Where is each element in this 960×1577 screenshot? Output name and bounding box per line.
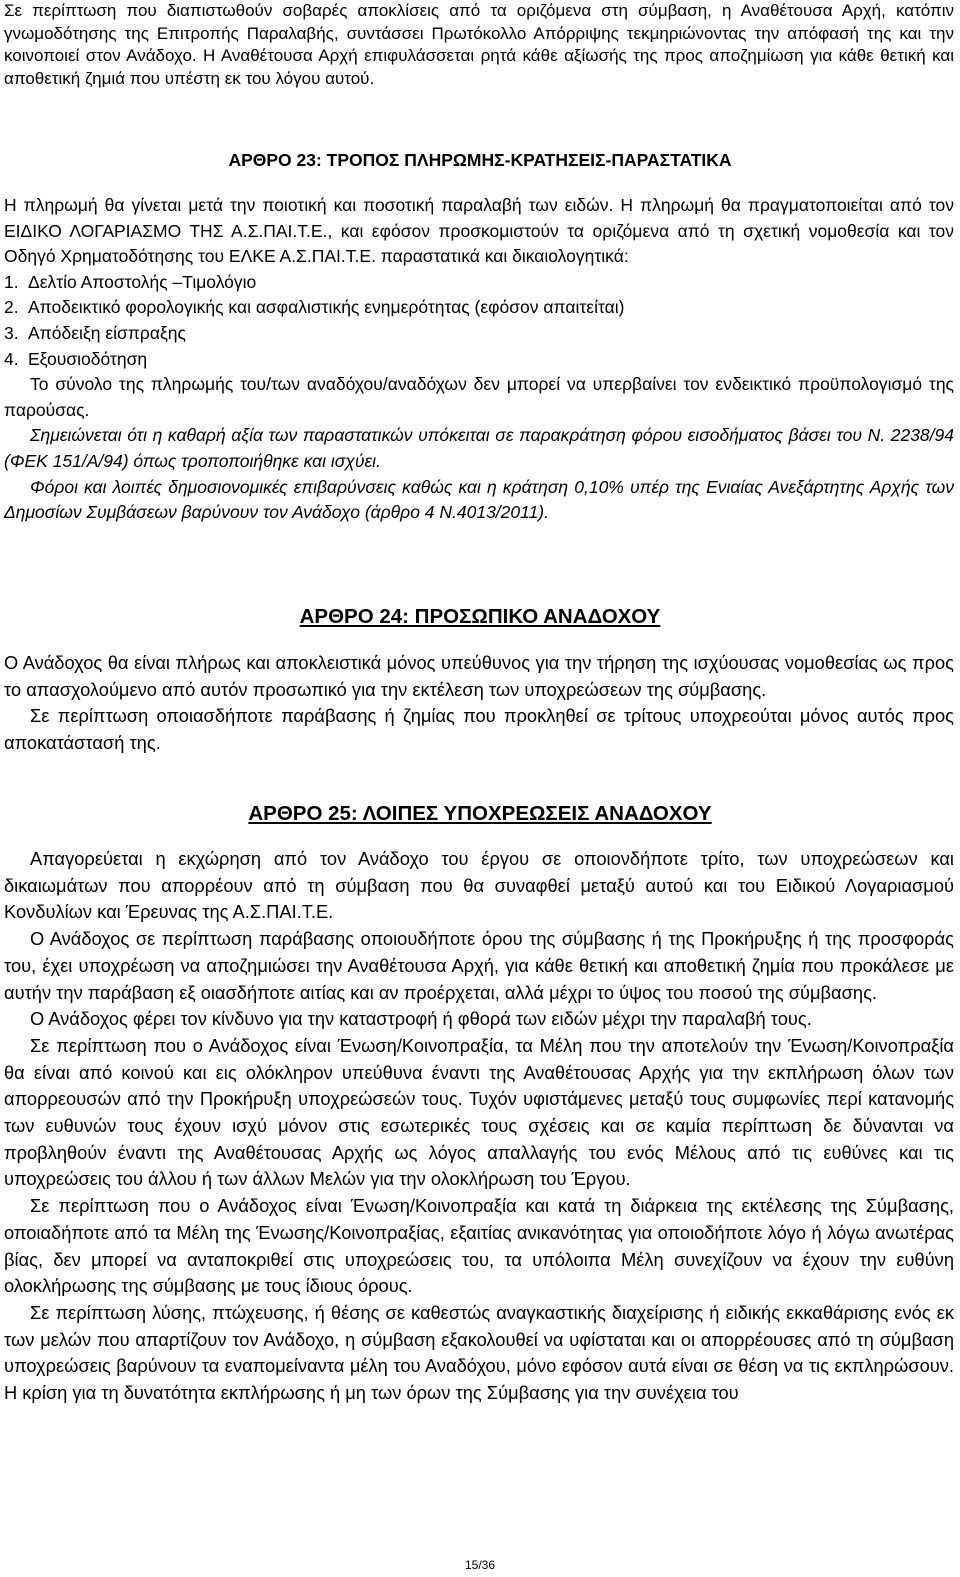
article-25-body	[4, 846, 954, 1407]
list-item: 3. Απόδειξη είσπραξης	[4, 322, 186, 343]
article-25-paragraph-4: Σε περίπτωση που ο Ανάδοχος είναι Ένωση/Κοινοπραξία, τα Μέλη που την αποτελούν την Ένωση/Κοινοπραξία θα είναι από κοινού και εις ολόκληρον υπεύθυνα έναντι της Αναθέτουσας Αρχής για την εκπλήρωση όλων των απορρεουσών από την Προκήρυξη υποχρεώσεών τους. Τυχόν υφιστάμενες μεταξύ τους συμφωνίες περί κατανομής των ευθυνών τους έχουν ισχύ μόνον στις εσωτερικές τους σχέσεις και σε καμία περίπτωση δε δύνανται να προβληθούν έναντι της Αναθέτουσας Αρχής ως λόγος απαλλαγής του ενός Μέλους από τις ευθύνες και τις υποχρεώσεις του άλλου ή των άλλων Μελών για την ολοκλήρωση του Έργου.	[4, 1034, 954, 1190]
article-25-paragraph-3: Ο Ανάδοχος φέρει τον κίνδυνο για την καταστροφή ή φθορά των ειδών μέχρι την παραλαβή τους.	[30, 1008, 812, 1030]
article-24-paragraph-2: Σε περίπτωση οποιασδήποτε παράβασης ή ζημίας που προκληθεί σε τρίτους υποχρεούται μόνος αυτός προς αποκατάστασή της.	[4, 705, 954, 754]
list-item: 1. Δελτίο Αποστολής –Τιμολόγιο	[4, 271, 257, 292]
article-23-body	[4, 193, 954, 526]
article-24-paragraph-1: Ο Ανάδοχος θα είναι πλήρως και αποκλειστικά μόνος υπεύθυνος για την τήρηση της ισχύουσας νομοθεσίας ως προς το απασχολούμενο από αυτόν προσωπικό για την εκτέλεση των υποχρεώσεων της σύμβασης.	[4, 652, 954, 700]
article-23-paragraph-3: Σημειώνεται ότι η καθαρή αξία των παραστατικών υπόκειται σε παρακράτηση φόρου εισοδήματος βάσει του Ν. 2238/94 (ΦΕΚ 151/Α/94) όπως τροποποιήθηκε και ισχύει.	[4, 425, 954, 471]
article-25-paragraph-2: Ο Ανάδοχος σε περίπτωση παράβασης οποιουδήποτε όρου της σύμβασης ή της Προκήρυξης ή της προσφοράς του, έχει υποχρέωση να αποζημιώσει την Αναθέτουσα Αρχή, για κάθε θετική και αποθετική ζημία που προκάλεσε με αυτήν την παράβαση εξ οιασδήποτε αιτίας και αν προέρχεται, αλλά μέχρι το ύψος του ποσού της σύμβασης.	[4, 928, 954, 1003]
intro-text: Σε περίπτωση που διαπιστωθούν σοβαρές αποκλίσεις από τα οριζόμενα στη σύμβαση, η Αναθέτουσα Αρχή, κατόπιν γνωμοδότησης της Επιτροπής Παραλαβής, συντάσσει Πρωτόκολλο Απόρριψης τεκμηριώνοντας την απόφασή της και την κοινοποιεί στον Ανάδοχο. Η Αναθέτουσα Αρχή επιφυλάσσεται ρητά κάθε αξίωσής της προς αποζημίωση για κάθε θετική και αποθετική ζημιά που υπέστη εκ του λόγου αυτού.	[4, 1, 954, 89]
article-23-paragraph-2: Το σύνολο της πληρωμής του/των αναδόχου/αναδόχων δεν μπορεί να υπερβαίνει τον ενδεικτικό προϋπολογισμό της παρούσας.	[4, 374, 954, 420]
article-23-paragraph-1: Η πληρωμή θα γίνεται μετά την ποιοτική και ποσοτική παραλαβή των ειδών. Η πληρωμή θα πραγματοποιείται από τον ΕΙΔΙΚΟ ΛΟΓΑΡΙΑΣΜΟ ΤΗΣ Α.Σ.ΠΑΙ.Τ.Ε., και εφόσον προσκομιστούν τα οριζόμενα από τη σχετική νομοθεσία και τον Οδηγό Χρηματοδότησης του ΕΛΚΕ Α.Σ.ΠΑΙ.Τ.Ε. παραστατικά και δικαιολογητικά:	[4, 195, 954, 267]
list-item: 2. Αποδεικτικό φορολογικής και ασφαλιστικής ενημερότητας (εφόσον απαιτείται)	[4, 297, 625, 318]
article-25-paragraph-5: Σε περίπτωση που ο Ανάδοχος είναι Ένωση/Κοινοπραξία και κατά τη διάρκεια της εκτέλεσης της Σύμβασης, οποιαδήποτε από τα Μέλη της Ένωσης/Κοινοπραξίας, εξαιτίας ανικανότητας για οποιοδήποτε λόγο ή λόγω ανωτέρας βίας, δεν μπορεί να ανταποκριθεί στις υποχρεώσεις του, τα υπόλοιπα Μέλη συνεχίζουν να έχουν την ευθύνη ολοκλήρωσης της σύμβασης με τους ίδιους όρους.	[4, 1195, 954, 1297]
article-24-body	[4, 650, 954, 757]
article-24-title: ΑΡΘΡΟ 24: ΠΡΟΣΩΠΙΚΟ ΑΝΑΔΟΧΟΥ	[299, 605, 661, 628]
article-25-paragraph-1: Απαγορεύεται η εκχώρηση από τον Ανάδοχο του έργου σε οποιονδήποτε τρίτο, των υποχρεώσεων και δικαιωμάτων που απορρέουν από τη σύμβαση που θα συναφθεί μεταξύ αυτού και του Ειδικού Λογαριασμού Κονδυλίων και Έρευνας της Α.Σ.ΠΑΙ.Τ.Ε.	[4, 848, 954, 923]
intro-paragraph	[4, 0, 954, 91]
page-number: 15/36	[464, 1558, 496, 1572]
article-23-title: ΑΡΘΡΟ 23: ΤΡΟΠΟΣ ΠΛΗΡΩΜΗΣ-ΚΡΑΤΗΣΕΙΣ-ΠΑΡΑΣΤΑΤΙΚΑ	[228, 150, 732, 170]
list-item: 4. Εξουσιοδότηση	[4, 348, 148, 369]
article-25-title: ΑΡΘΡΟ 25: ΛΟΙΠΕΣ ΥΠΟΧΡΕΩΣΕΙΣ ΑΝΑΔΟΧΟΥ	[248, 802, 712, 825]
article-25-paragraph-6: Σε περίπτωση λύσης, πτώχευσης, ή θέσης σε καθεστώς αναγκαστικής διαχείρισης ή ειδικής εκκαθάρισης ενός εκ των μελών που απαρτίζουν τον Ανάδοχο, η σύμβαση εξακολουθεί να υφίσταται και οι απορρέουσες από τη σύμβαση υποχρεώσεις βαρύνουν τα εναπομείναντα μέλη του Αναδόχου, μόνο εφόσον αυτά είναι σε θέση να τις εκπληρώσουν. Η κρίση για τη δυνατότητα εκπλήρωσης ή μη των όρων της Σύμβασης για την συνέχεια του	[4, 1301, 954, 1404]
article-23-paragraph-4: Φόροι και λοιπές δημοσιονομικές επιβαρύνσεις καθώς και η κράτηση 0,10% υπέρ της Ενιαίας Ανεξάρτητης Αρχής των Δημοσίων Συμβάσεων βαρύνουν τον Ανάδοχο (άρθρο 4 Ν.4013/2011).	[4, 476, 954, 523]
